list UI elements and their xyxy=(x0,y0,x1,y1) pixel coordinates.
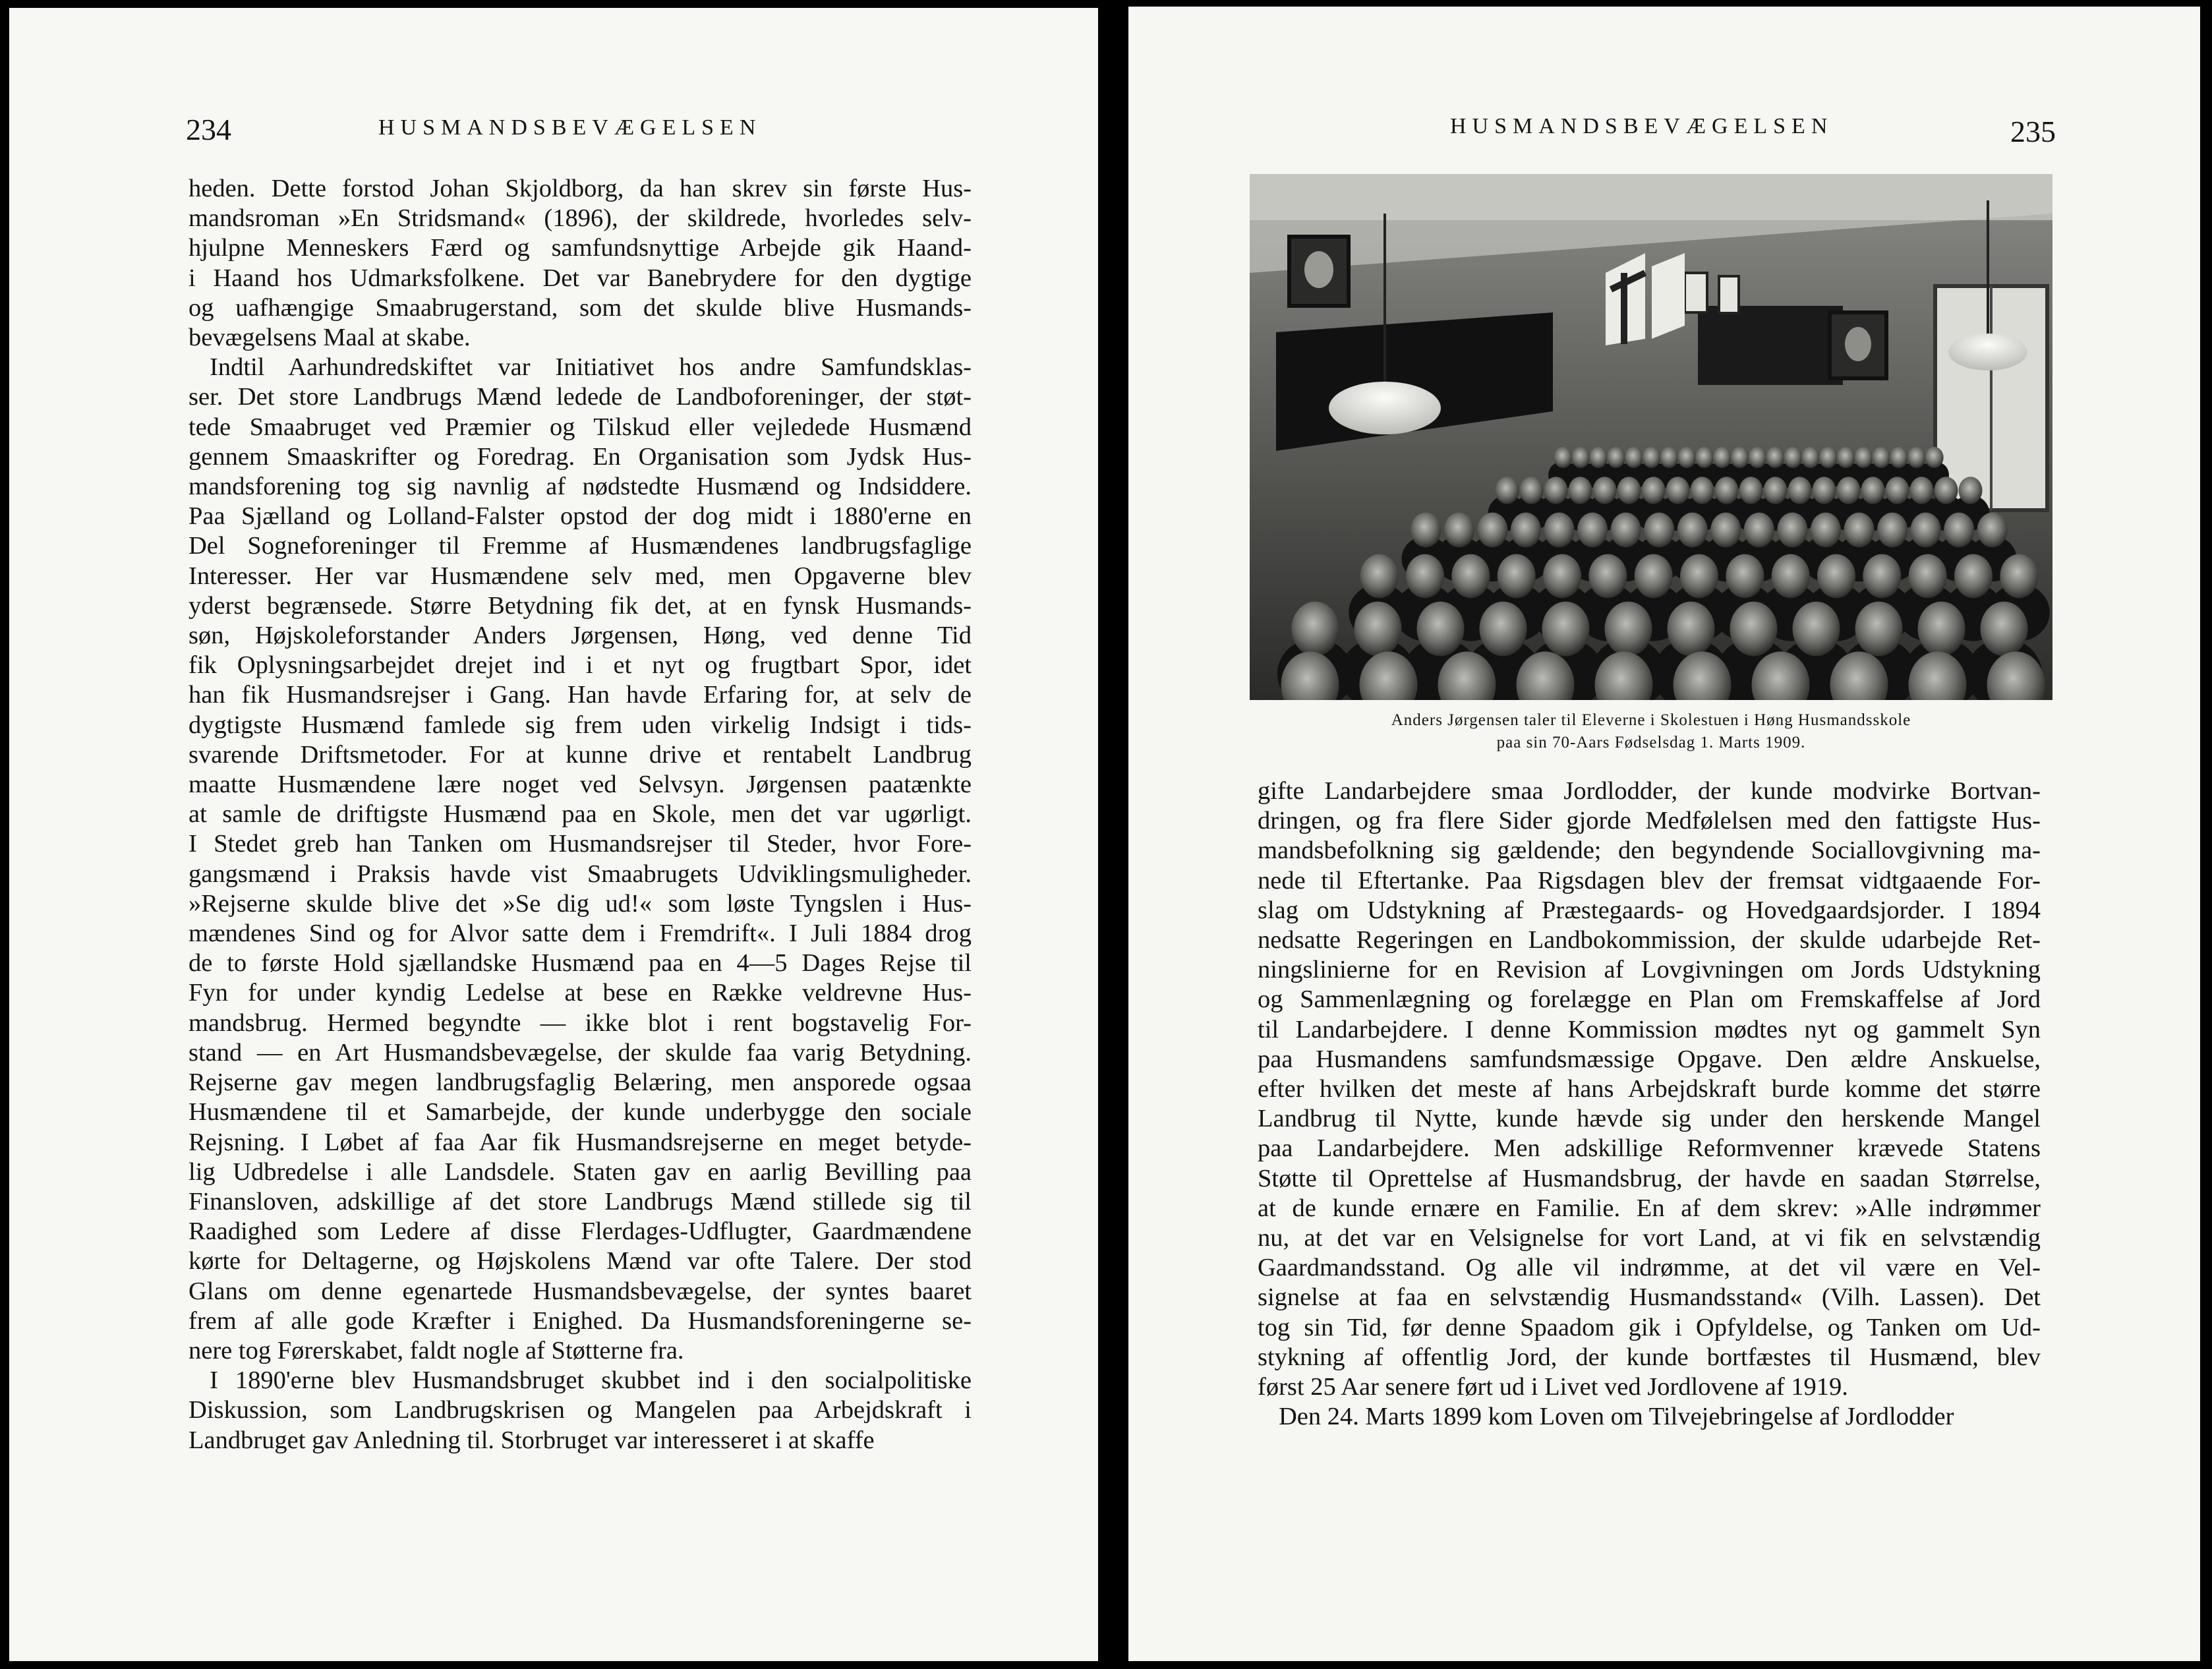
student-head xyxy=(1731,447,1749,468)
text-line: nede til Eftertanke. Paa Rigsdagen blev der fremsat vidtgaaende For- xyxy=(1258,866,2041,894)
text-line: I 1890'erne blev Husmandsbruget skubbet ind i den socialpolitiske xyxy=(210,1366,972,1395)
text-line: dringen, og fra flere Sider gjorde Medfølelsen med den fattigste Hus- xyxy=(1258,807,2041,835)
student-head xyxy=(1666,477,1690,504)
student-head xyxy=(1837,477,1861,504)
student-head xyxy=(1872,447,1890,468)
text-line: Støtte til Oprettelse af Husmandsbrug, der havde en saadan Størrelse, xyxy=(1258,1164,2041,1192)
text-line: at samle de driftigste Husmænd paa en Skole, men det var ugørligt. xyxy=(189,800,972,829)
text-line: lig Udbredelse i alle Landsdele. Staten gav en aarlig Bevilling paa xyxy=(189,1157,972,1186)
student-head xyxy=(1811,513,1841,548)
text-line: paa Husmandens samfundsmæssige Opgave. Den ældre Anskuelse, xyxy=(1258,1045,2041,1073)
text-line: mandsbrug. Hermed begyndte — ikke blot i rent bogstavelig For- xyxy=(189,1009,972,1037)
student-head xyxy=(1417,602,1465,657)
text-line: yderst begrænsede. Større Betydning fik det, at en fynsk Husmands- xyxy=(189,591,972,620)
student-head xyxy=(1544,513,1575,548)
text-line: Landbrug til Nytte, kunde hævde sig under den herskende Mangel xyxy=(1258,1105,2041,1133)
paragraph xyxy=(189,353,972,1366)
text-line: nu, at det var en Velsignelse for vort Land, at vi fik en selvstændig xyxy=(1258,1224,2041,1252)
student-head xyxy=(1959,477,1983,504)
student-head xyxy=(1444,513,1474,548)
text-line: efter hvilken det meste af hans Arbejdskraft burde komme det større xyxy=(1258,1075,2041,1103)
text-line: gangsmænd i Praksis havde vist Smaabrugets Udviklingsmuligheder. xyxy=(189,860,972,888)
student-head xyxy=(1588,554,1627,599)
student-head xyxy=(1730,602,1778,657)
student-head xyxy=(1677,447,1696,468)
text-line: bevægelsens Maal at skabe. xyxy=(189,324,471,352)
text-line: til Landarbejdere. I denne Kommission mødtes nyt og gammelt Syn xyxy=(1258,1015,2041,1043)
student-head xyxy=(1520,477,1544,504)
text-line: Del Sogneforeninger til Fremme af Husmændenes landbrugsfaglige xyxy=(189,532,972,560)
text-line: tog sin Tid, før denne Spaadom gik i Opfyldelse, og Tanken om Ud- xyxy=(1258,1313,2041,1341)
text-line: Den 24. Marts 1899 kom Loven om Tilvejebringelse af Jordlodder xyxy=(1279,1403,1954,1431)
student-head xyxy=(1360,554,1399,599)
student-head xyxy=(1593,477,1617,504)
text-line: maatte Husmændene lære noget ved Selvsyn. Jørgensen paatænkte xyxy=(189,771,972,799)
text-line: paa Landarbejdere. Men adskillige Reformvenner krævede Statens xyxy=(1258,1134,2041,1163)
student-head xyxy=(1511,513,1541,548)
text-line: fik Oplysningsarbejdet drejet ind i et nyt og frugtbart Spor, idet xyxy=(189,651,972,680)
student-head xyxy=(1817,554,1855,599)
paragraph xyxy=(1258,1402,2041,1432)
student-head xyxy=(1935,477,1958,504)
student-head xyxy=(1911,513,1941,548)
body-text xyxy=(189,174,972,1455)
student-head xyxy=(1925,447,1944,468)
paragraph xyxy=(1258,776,2041,1402)
text-line: Interesser. Her var Husmændene selv med, men Opgaverne blev xyxy=(189,562,972,590)
student-head xyxy=(1819,447,1838,468)
text-line: svarende Driftsmetoder. For at kunne drive et rentabelt Landbrug xyxy=(189,740,972,769)
text-line: »Rejserne skulde blive det »Se dig ud!« som løste Tyngslen i Hus- xyxy=(189,889,972,918)
student-head xyxy=(1480,602,1527,657)
text-line: Gaardmandsstand. Og alle vil indrømme, at det vil være en Vel- xyxy=(1258,1254,2041,1282)
student-head xyxy=(1411,513,1441,548)
student-head xyxy=(1793,602,1840,657)
student-head xyxy=(1877,513,1907,548)
text-line: nedsatte Regeringen en Landbokommission, der skulde udarbejde Ret- xyxy=(1258,926,2041,954)
running-head: HUSMANDSBEVÆGELSEN xyxy=(378,115,762,140)
student-head xyxy=(1451,554,1490,599)
student-head xyxy=(1406,554,1444,599)
text-line: i Haand hos Udmarksfolkene. Det var Banebrydere for den dygtige xyxy=(189,264,972,292)
student-head xyxy=(1498,554,1536,599)
text-line: Indtil Aarhundredskiftet var Initiativet hos andre Samfundsklas- xyxy=(210,353,972,382)
student-head xyxy=(1625,447,1643,468)
text-line: dygtigste Husmænd famlede sig frem uden virkelig Indsigt i tids- xyxy=(189,711,972,739)
caption-line: paa sin 70-Aars Fødselsdag 1. Marts 1909. xyxy=(1496,734,1806,751)
student-head xyxy=(1954,554,1993,599)
student-head xyxy=(1713,447,1732,468)
text-line: stand — en Art Husmandsbevægelse, der skulde faa varig Betydning. xyxy=(189,1038,972,1067)
student-head xyxy=(1764,477,1788,504)
student-head xyxy=(1292,602,1339,657)
student-head xyxy=(1944,513,1974,548)
text-line: signelse at faa en selvstændig Husmandsstand« (Vilh. Lassen). Det xyxy=(1258,1283,2041,1312)
photo-caption xyxy=(1250,709,2052,754)
student-head xyxy=(1542,602,1590,657)
running-head: HUSMANDSBEVÆGELSEN xyxy=(1450,114,1834,138)
student-head xyxy=(1571,447,1590,468)
student-head xyxy=(1607,447,1625,468)
text-line: Diskussion, som Landbrugskrisen og Mangelen paa Arbejdskraft i xyxy=(189,1396,972,1424)
student-head xyxy=(1855,602,1903,657)
student-head xyxy=(1886,477,1909,504)
text-line: søn, Højskoleforstander Anders Jørgensen, Høng, ved denne Tid xyxy=(189,622,972,650)
student-head xyxy=(1354,602,1402,657)
student-head xyxy=(1544,477,1568,504)
text-line: Landbruget gav Anledning til. Storbruget var interesseret i at skaffe xyxy=(189,1426,875,1454)
text-line: ser. Det store Landbrugs Mænd ledede de Landboforeninger, der støt- xyxy=(189,383,972,411)
caption-line: Anders Jørgensen taler til Eleverne i Skolestuen i Høng Husmandsskole xyxy=(1391,711,1911,729)
student-head xyxy=(1863,554,1901,599)
student-head xyxy=(1644,513,1674,548)
student-head xyxy=(1748,447,1766,468)
text-line: gifte Landarbejdere smaa Jordlodder, der kunde modvirke Bortvan- xyxy=(1258,777,2041,805)
student-head xyxy=(1844,513,1875,548)
student-head xyxy=(1635,554,1673,599)
student-head xyxy=(1543,554,1581,599)
student-head xyxy=(2000,554,2038,599)
paragraph xyxy=(189,1366,972,1455)
student-head xyxy=(1739,477,1763,504)
student-head xyxy=(1691,477,1714,504)
text-line: mandsbefolkning sig gældende; den begyndende Sociallovgivning ma- xyxy=(1258,836,2041,865)
right-page xyxy=(1128,7,2200,1661)
body-text xyxy=(1258,776,2041,1432)
student-head xyxy=(1680,554,1718,599)
student-head xyxy=(1695,447,1714,468)
student-head xyxy=(1569,477,1592,504)
text-line: gennem Smaaskrifter og Foredrag. En Organisation som Jydsk Hus- xyxy=(189,442,972,471)
student-head xyxy=(1854,447,1873,468)
student-head xyxy=(1977,513,2008,548)
text-line: mandsforening tog sig navnlig af nødstedte Husmænd og Indsiddere. xyxy=(189,473,972,501)
page-number: 234 xyxy=(186,113,231,146)
student-head xyxy=(1772,554,1810,599)
text-line: mandsroman »En Stridsmand« (1896), der skildrede, hvorledes selv- xyxy=(189,204,972,233)
student-head xyxy=(1981,602,2028,657)
classroom-photo xyxy=(1250,174,2052,700)
text-line: frem af alle gode Kræfter i Enighed. Da Husmandsforeningerne se- xyxy=(189,1306,972,1335)
student-head xyxy=(1477,513,1507,548)
student-head xyxy=(1909,554,1947,599)
student-head xyxy=(1642,477,1666,504)
student-head xyxy=(1801,447,1820,468)
student-head xyxy=(1777,513,1807,548)
text-line: Raadighed som Ledere af disse Flerdages-Udflugter, Gaardmændene xyxy=(189,1217,972,1246)
student-head xyxy=(1837,447,1855,468)
student-head xyxy=(1617,477,1641,504)
text-line: først 25 Aar senere ført ud i Livet ved Jordlovene af 1919. xyxy=(1258,1373,1848,1401)
text-line: heden. Dette forstod Johan Skjoldborg, da han skrev sin første Hus- xyxy=(189,175,972,202)
text-line: han fik Husmandsrejser i Gang. Han havde Erfaring for, at selv de xyxy=(189,681,972,709)
text-line: Rejsning. I Løbet af faa Aar fik Husmandsrejserne en meget betyde- xyxy=(189,1128,972,1156)
student-head xyxy=(1643,447,1661,468)
student-head xyxy=(1766,447,1784,468)
text-line: og Sammenlægning og forelægge en Plan om Fremskaffelse af Jord xyxy=(1258,985,2041,1014)
student-head xyxy=(1677,513,1708,548)
student-head xyxy=(1605,602,1652,657)
student-head xyxy=(1554,447,1572,468)
student-head xyxy=(1744,513,1774,548)
student-head xyxy=(1910,477,1934,504)
student-head xyxy=(1788,477,1812,504)
student-head xyxy=(1668,602,1715,657)
text-line: Glans om denne egenartede Husmandsbevægelse, der syntes baaret xyxy=(189,1277,972,1305)
text-line: og uafhængige Smaabrugerstand, som det skulde blive Husmands- xyxy=(189,293,972,322)
student-head xyxy=(1611,513,1641,548)
text-line: at de kunde ernære en Familie. En af dem skrev: »Alle indrømmer xyxy=(1258,1194,2041,1222)
student-head xyxy=(1918,602,1965,657)
paragraph xyxy=(189,174,972,353)
text-line: de to første Hold sjællandske Husmænd paa en 4—5 Dages Rejse til xyxy=(189,949,972,978)
text-line: I Stedet greb han Tanken om Husmandsrejser til Steder, hvor Fore- xyxy=(189,830,972,858)
student-head xyxy=(1784,447,1802,468)
student-head xyxy=(1577,513,1608,548)
text-line: mændenes Sind og for Alvor satte dem i Fremdrift«. I Juli 1884 drog xyxy=(189,920,972,948)
text-line: nere tog Førerskabet, faldt nogle af Støtterne fra. xyxy=(189,1336,684,1364)
student-head xyxy=(1496,477,1519,504)
student-head xyxy=(1907,447,1926,468)
student-head xyxy=(1710,513,1741,548)
text-line: Paa Sjælland og Lolland-Falster opstod der dog midt i 1880'erne en xyxy=(189,502,972,531)
text-line: slag om Udstykning af Præstegaards- og Hovedgaardsjorder. I 1894 xyxy=(1258,896,2041,924)
student-head xyxy=(1715,477,1739,504)
student-head xyxy=(1660,447,1678,468)
left-page xyxy=(9,8,1098,1661)
student-head xyxy=(1589,447,1608,468)
text-line: hjulpne Menneskers Færd og samfundsnyttige Arbejde gik Haand- xyxy=(189,234,972,262)
text-line: Husmændene til et Samarbejde, der kunde underbygge den sociale xyxy=(189,1098,972,1127)
text-line: ningslinierne for en Revision af Lovgivningen om Jords Udstykning xyxy=(1258,956,2041,984)
student-head xyxy=(1861,477,1885,504)
student-head xyxy=(1813,477,1836,504)
page-number: 235 xyxy=(2010,115,2056,148)
student-head xyxy=(1726,554,1764,599)
student-head xyxy=(1890,447,1908,468)
text-line: Rejserne gav megen landbrugsfaglig Belæring, men ansporede ogsaa xyxy=(189,1069,972,1097)
text-line: stykning af offentlig Jord, der kunde bortfæstes til Husmænd, blev xyxy=(1258,1343,2041,1371)
text-line: kørte for Deltagerne, og Højskolens Mænd var ofte Talere. Der stod xyxy=(189,1247,972,1275)
text-line: Fyn for under kyndig Ledelse at bese en Række veldrevne Hus- xyxy=(189,979,972,1007)
text-line: Finansloven, adskillige af det store Landbrugs Mænd stillede sig til xyxy=(189,1187,972,1215)
text-line: tede Smaabruget ved Præmier og Tilskud eller vejledede Husmænd xyxy=(189,413,972,441)
